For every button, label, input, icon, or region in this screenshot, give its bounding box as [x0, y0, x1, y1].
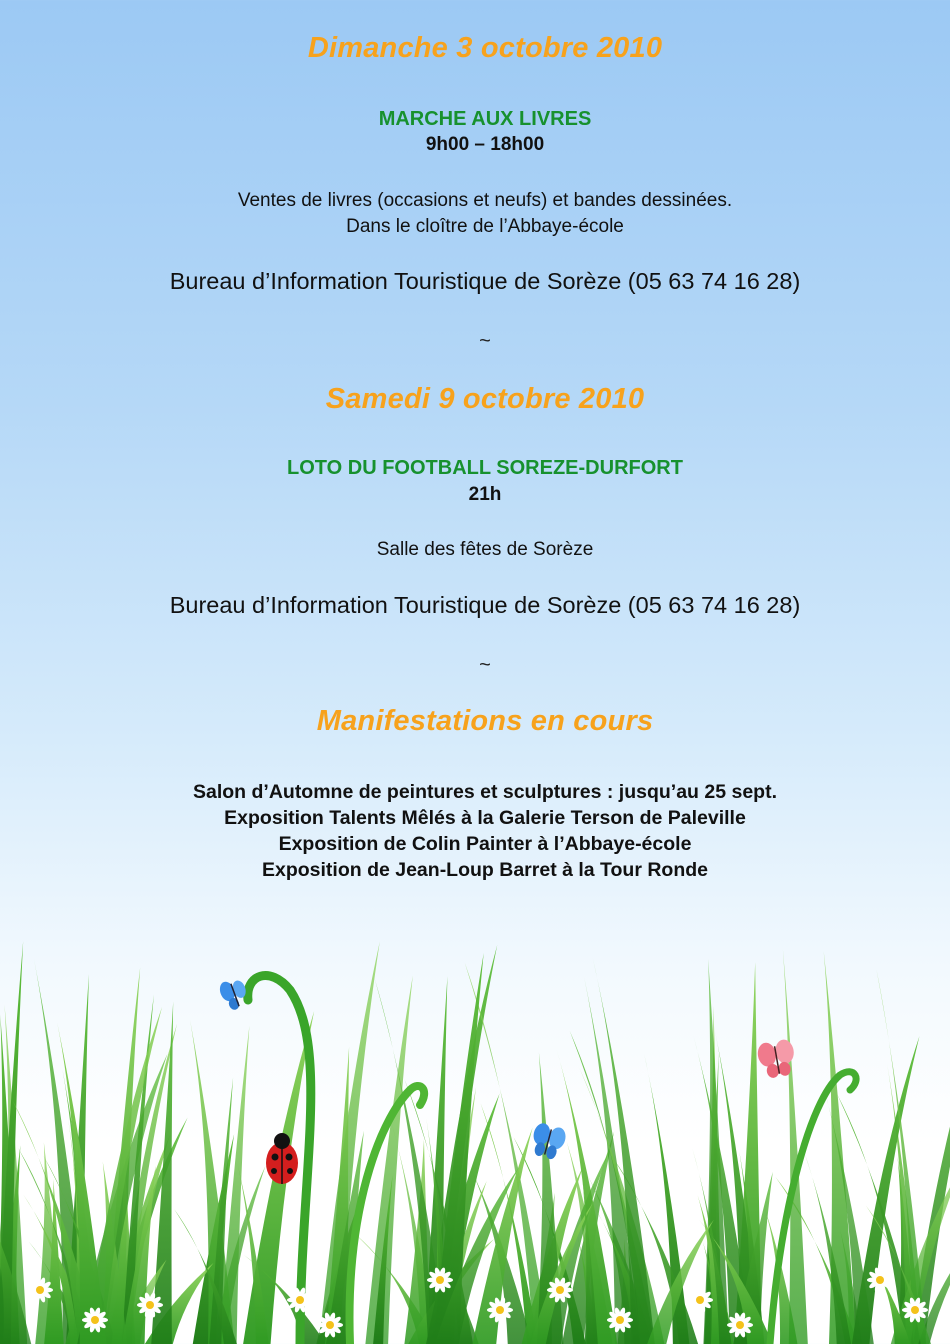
contact-line-1: Bureau d’Information Touristique de Sorèze (05 63 74 16 28) [169, 268, 801, 294]
ongoing-heading: Manifestations en cours [316, 705, 654, 737]
separator-1: ~ [479, 330, 491, 352]
ongoing-list [0, 779, 950, 883]
list-item: Salon d’Automne de peintures et sculptures : jusqu’au 25 sept. [192, 781, 778, 803]
event-description-1 [0, 188, 950, 240]
event-title-2: LOTO DU FOOTBALL SOREZE-DURFORT [287, 457, 683, 479]
event-description-2 [0, 537, 950, 563]
date-heading-1: Dimanche 3 octobre 2010 [307, 32, 663, 64]
description-line: Ventes de livres (occasions et neufs) et bandes dessinées. [237, 190, 733, 211]
ladybug-icon [266, 1133, 298, 1184]
contact-line-2: Bureau d’Information Touristique de Sorèze (05 63 74 16 28) [169, 592, 801, 618]
event-time-1: 9h00 – 18h00 [425, 134, 545, 155]
date-heading-2: Samedi 9 octobre 2010 [325, 383, 645, 415]
grass-illustration [0, 880, 950, 1344]
list-item: Exposition Talents Mêlés à la Galerie Terson de Paleville [224, 807, 746, 829]
butterfly-icon [528, 1121, 567, 1161]
list-item: Exposition de Colin Painter à l’Abbaye-école [278, 833, 692, 855]
separator-2: ~ [479, 654, 491, 676]
description-line: Dans le cloître de l’Abbaye-école [346, 216, 624, 237]
event-time-2: 21h [468, 484, 502, 505]
list-item: Exposition de Jean-Loup Barret à la Tour Ronde [261, 859, 709, 881]
description-line: Salle des fêtes de Sorèze [376, 539, 594, 560]
event-title-1: MARCHE AUX LIVRES [378, 108, 592, 130]
